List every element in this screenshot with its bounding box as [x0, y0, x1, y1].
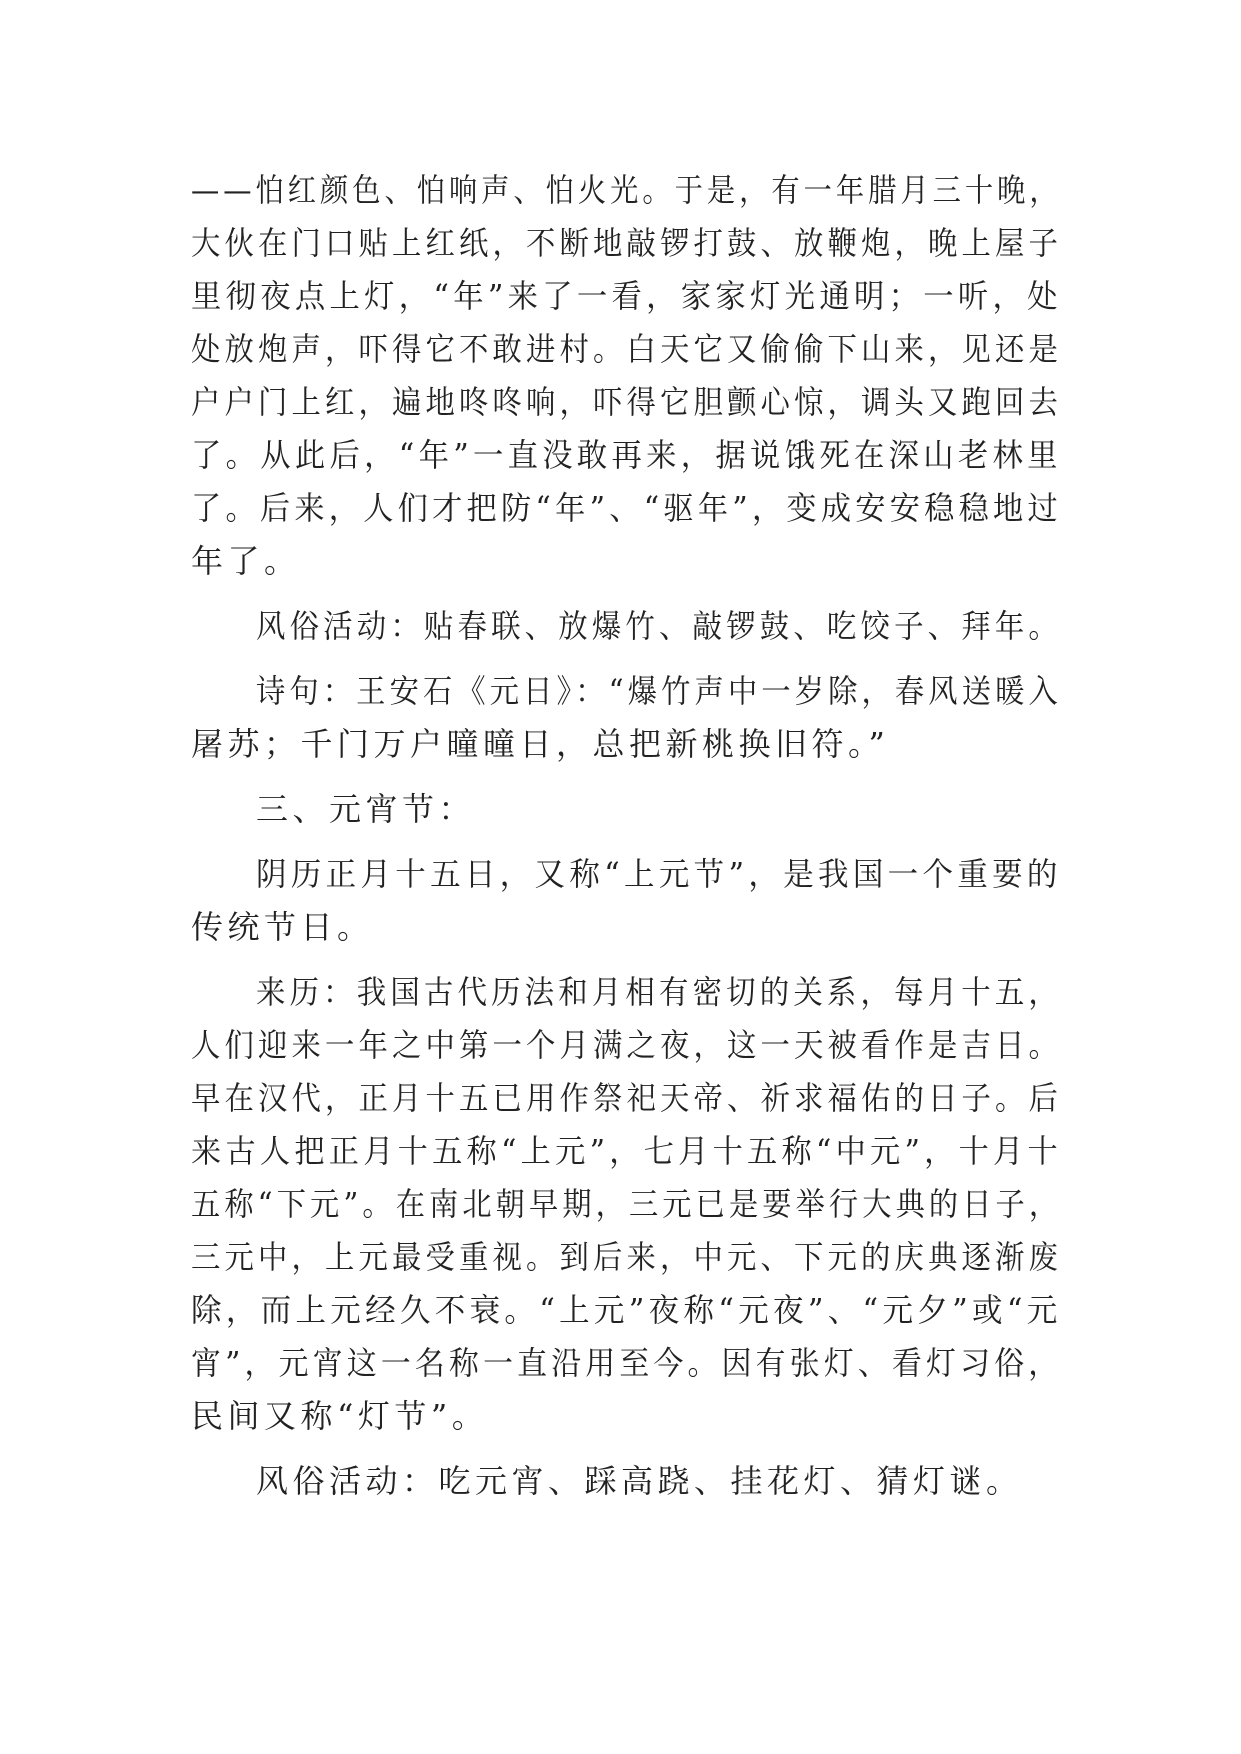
paragraph-first-line: 风俗活动：吃元宵、踩高跷、挂花灯、猜灯谜。 [256, 1462, 1023, 1500]
paragraph-first-line: 来历：我国古代历法和月相有密切的关系，每月十五， [256, 973, 1063, 1011]
text-line: 民间又称“灯节”。 [191, 1397, 489, 1435]
text-line: 处放炮声，吓得它不敢进村。白天它又偷偷下山来，见还是 [191, 330, 1063, 368]
text-line: 五称“下元”。在南北朝早期，三元已是要举行大典的日子， [191, 1185, 1063, 1223]
text-line: ——怕红颜色、怕响声、怕火光。于是，有一年腊月三十晚， [191, 171, 1062, 209]
text-line: 早在汉代，正月十五已用作祭祀天帝、祈求福佑的日子。后 [191, 1079, 1063, 1117]
text-line: 户户门上红，遍地咚咚响，吓得它胆颤心惊，调头又跑回去 [191, 383, 1063, 421]
text-line: 传统节日。 [191, 908, 374, 946]
text-line: 大伙在门口贴上红纸，不断地敲锣打鼓、放鞭炮，晚上屋子 [191, 224, 1063, 262]
text-line: 除，而上元经久不衰。“上元”夜称“元夜”、“元夕”或“元 [191, 1291, 1062, 1329]
text-line: 了。从此后，“年”一直没敢再来，据说饿死在深山老林里 [191, 436, 1062, 474]
section-heading: 三、元宵节： [256, 790, 476, 828]
paragraph-first-line: 诗句：王安石《元日》：“爆竹声中一岁除，春风送暖入 [256, 672, 1062, 710]
text-line: 三元中，上元最受重视。到后来，中元、下元的庆典逐渐废 [191, 1238, 1063, 1276]
text-line: 了。后来，人们才把防“年”、“驱年”，变成安安稳稳地过 [191, 489, 1062, 527]
paragraph-first-line: 阴历正月十五日，又称“上元节”，是我国一个重要的 [256, 855, 1062, 893]
text-line: 宵”，元宵这一名称一直沿用至今。因有张灯、看灯习俗， [191, 1344, 1063, 1382]
text-line: 来古人把正月十五称“上元”，七月十五称“中元”，十月十 [191, 1132, 1062, 1170]
text-line: 年了。 [191, 542, 301, 580]
paragraph-first-line: 风俗活动：贴春联、放爆竹、敲锣鼓、吃饺子、拜年。 [256, 607, 1063, 645]
text-line: 里彻夜点上灯，“年”来了一看，家家灯光通明；一听，处 [191, 277, 1062, 315]
text-line: 人们迎来一年之中第一个月满之夜，这一天被看作是吉日。 [191, 1026, 1063, 1064]
text-line: 屠苏；千门万户曈曈日，总把新桃换旧符。” [191, 725, 890, 763]
